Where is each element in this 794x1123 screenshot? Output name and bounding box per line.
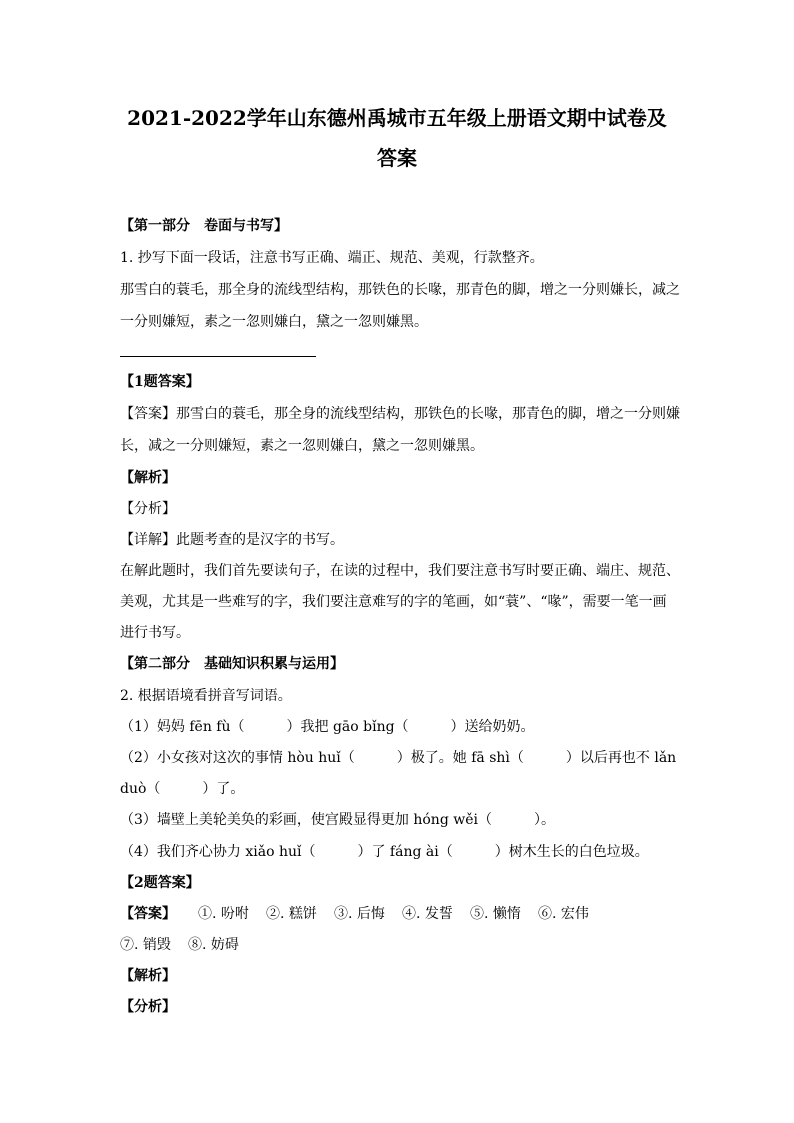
q2-item-4: （4）我们齐心协力 xiǎo huǐ（ ）了 fáng ài（ ）树木生长的白色垃圾。 [120,844,649,860]
q1-fenxi-label: 【分析】 [120,501,176,517]
q2-answer-item: ⑤. 懒惰 [470,906,521,922]
q1-answer-heading: 【1题答案】 [120,374,200,390]
q1-text-line-2: 一分则嫌短，素之一忽则嫌白，黛之一忽则嫌黑。 [120,314,428,330]
part2-heading: 【第二部分 基础知识积累与运用】 [120,656,344,672]
q1-text-line-1: 那雪白的蓑毛，那全身的流线型结构，那铁色的长喙，那青色的脚，增之一分则嫌长，减之 [120,282,680,298]
answer-writing-line [120,356,316,357]
q2-answer-item: ⑧. 妨碍 [188,937,239,953]
q2-item-1: （1）妈妈 fēn fù（ ）我把 gāo bǐng（ ）送给奶奶。 [120,719,535,735]
document-title-line-2: 答案 [377,146,417,170]
document-title-line-1: 2021-2022学年山东德州禹城市五年级上册语文期中试卷及 [127,106,667,130]
q1-detail-line-1: 【详解】此题考查的是汉字的书写。 [120,532,344,548]
q2-item-3: （3）墙壁上美轮美奂的彩画，使宫殿显得更加 hóng wěi（ ）。 [120,812,555,828]
q1-answer-line-1: 【答案】那雪白的蓑毛，那全身的流线型结构，那铁色的长喙，那青色的脚，增之一分则嫌 [120,406,680,422]
q1-prompt: 1. 抄写下面一段话，注意书写正确、端正、规范、美观，行款整齐。 [120,250,544,266]
q2-fenxi-label: 【分析】 [120,999,176,1015]
q1-detail-line-3: 美观，尤其是一些难写的字，我们要注意难写的字的笔画，如“蓑”、“喙”，需要一笔一画 [120,594,667,610]
q1-detail-line-4: 进行书写。 [120,625,190,641]
q1-jiexi-label: 【解析】 [120,470,176,486]
q2-prompt: 2. 根据语境看拼音写词语。 [120,688,292,704]
q2-answer-item: ⑥. 宏伟 [538,906,589,922]
q2-answer-item: ③. 后悔 [334,906,385,922]
part1-heading: 【第一部分 卷面与书写】 [120,218,288,234]
q1-detail-line-2: 在解此题时，我们首先要读句子，在读的过程中，我们要注意书写时要正确、端庄、规范、 [120,563,680,579]
q2-item-2-line-1: （2）小女孩对这次的事情 hòu huǐ（ ）极了。她 fā shì（ ）以后再也不 lǎn [120,750,677,766]
q2-answer-item: ④. 发誓 [402,906,453,922]
q2-answer-item: ②. 糕饼 [266,906,317,922]
q2-answer-row-1 [120,904,589,924]
q2-answer-label: 【答案】 [120,906,176,922]
q2-answer-item: ⑦. 销毁 [120,937,171,953]
q2-jiexi-label: 【解析】 [120,968,176,984]
q2-answer-heading: 【2题答案】 [120,875,200,891]
q2-answer-item: ①. 吩咐 [198,906,249,922]
q2-item-2-line-2: duò（ ）了。 [120,781,245,797]
q2-answer-row-2 [120,935,239,955]
q1-answer-line-2: 长，减之一分则嫌短，素之一忽则嫌白，黛之一忽则嫌黑。 [120,438,484,454]
